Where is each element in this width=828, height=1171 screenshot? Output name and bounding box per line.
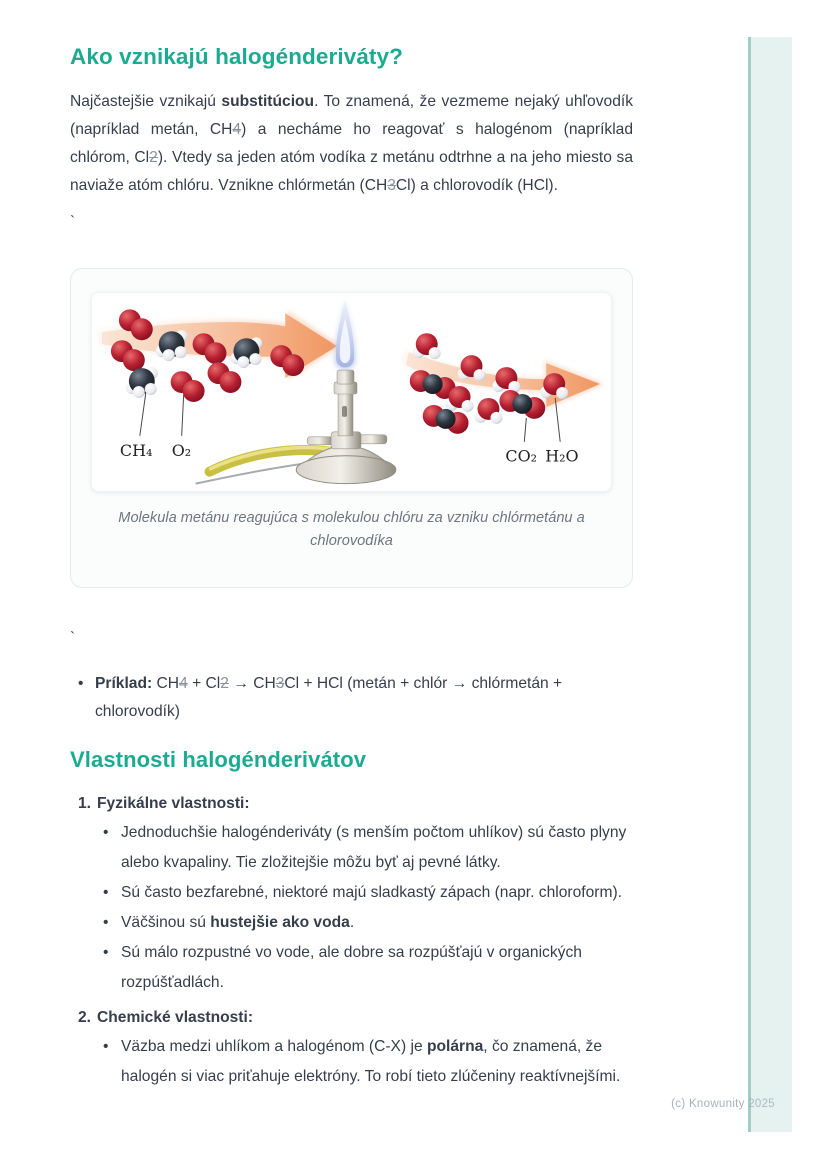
list-item: • Sú často bezfarebné, niektoré majú sladkastý zápach (napr. chloroform). bbox=[103, 878, 633, 908]
numbered-item-chemical bbox=[70, 1006, 633, 1030]
item-title: Fyzikálne vlastnosti: bbox=[97, 795, 250, 812]
item-number: 2. bbox=[78, 1009, 92, 1026]
properties-list bbox=[70, 792, 633, 1092]
list-item: • Väčšinou sú hustejšie ako voda. bbox=[103, 908, 633, 938]
reaction-diagram-svg bbox=[92, 293, 611, 491]
figure-card bbox=[70, 268, 633, 588]
label-o2: O₂ bbox=[171, 440, 192, 460]
intro-paragraph: Najčastejšie vznikajú substitúciou. To znamená, že vezmeme nejaký uhľovodík (napríklad metán, CH4) a necháme ho reagovať s halogénom (napríklad chlórom, Cl2). Vtedy sa jeden atóm vodíka z metánu odtrhne a na jeho miesto sa naviaže atóm chlóru. Vznikne chlórmetán (CH3Cl) a chlorovodík (HCl). bbox=[70, 93, 634, 194]
label-h2o: H₂O bbox=[545, 446, 579, 466]
flame-icon bbox=[334, 296, 356, 369]
stray-backtick-1: ` bbox=[70, 213, 75, 230]
example-bullet: • Príklad: CH4 + Cl2 → CH3Cl + HCl (metán + chlór → chlórmetán + chlorovodík) bbox=[78, 670, 633, 726]
physical-properties-bullets bbox=[70, 818, 633, 998]
combustion-reaction-illustration bbox=[91, 292, 612, 492]
label-co2: CO₂ bbox=[505, 446, 538, 466]
example-list bbox=[70, 670, 633, 726]
item-title: Chemické vlastnosti: bbox=[97, 1009, 254, 1026]
copyright-footer: (c) Knowunity 2025 bbox=[671, 1098, 775, 1110]
chemical-properties-bullets bbox=[70, 1032, 633, 1092]
section-title-properties: Vlastnosti halogénderivátov bbox=[70, 747, 367, 772]
item-number: 1. bbox=[78, 795, 92, 812]
figure-caption: Molekula metánu reagujúca s molekulou chlóru za vzniku chlórmetánu a chlorovodíka bbox=[118, 510, 585, 549]
numbered-item-physical bbox=[70, 792, 633, 816]
stray-backtick-2: ` bbox=[70, 629, 75, 646]
page-title: Ako vznikajú halogénderiváty? bbox=[70, 44, 403, 69]
right-accent-bar bbox=[748, 37, 792, 1132]
list-item: • Jednoduchšie halogénderiváty (s menším počtom uhlíkov) sú často plyny alebo kvapaliny. Tie zložitejšie môžu byť aj pevné látky. bbox=[103, 818, 633, 878]
list-item: • Sú málo rozpustné vo vode, ale dobre sa rozpúšťajú v organických rozpúšťadlách. bbox=[103, 938, 633, 998]
label-ch4: CH₄ bbox=[119, 440, 153, 460]
document-content bbox=[70, 0, 633, 1092]
list-item: • Väzba medzi uhlíkom a halogénom (C-X) je polárna, čo znamená, že halogén si viac priťahuje elektróny. To robí tieto zlúčeniny reaktívnejšími. bbox=[103, 1032, 633, 1092]
